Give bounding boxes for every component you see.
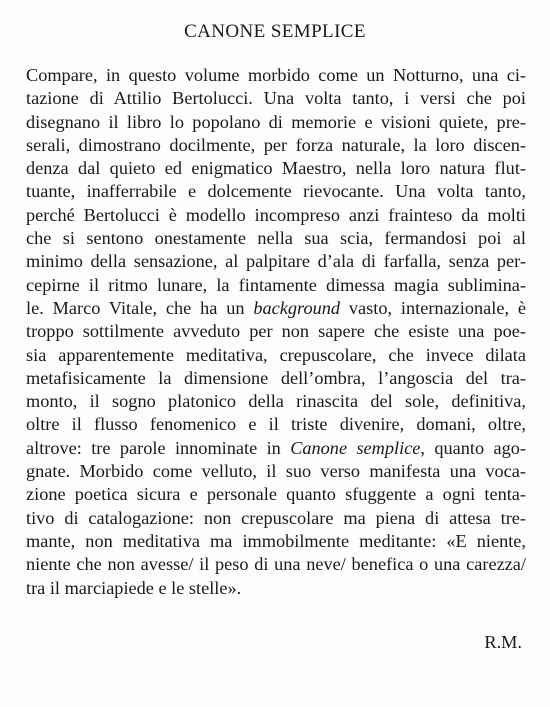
text-line: oltre il flusso fenomenico e il triste divenire, domani, oltre, [26,414,526,435]
italic-term: Canone semplice [290,437,421,458]
text-line: tazione di Attilio Bertolucci. Una volta tanto, i versi che poi [26,88,526,109]
page-title: CANONE SEMPLICE [184,21,366,42]
text-line: tuante, inafferrabile e dolcemente rievocante. Una volta tanto, [26,181,526,202]
text-line: mante, non meditativa ma immobilmente meditante: «E niente, [26,530,526,551]
italic-term: background [253,297,341,318]
text-line: perché Bertolucci è modello incompreso anzi frainteso da molti [26,204,526,225]
text-line: che si sentono onestamente nella sua scia, fermandosi poi al [26,228,526,249]
text-line [26,437,526,460]
text-line: gnate. Morbido come velluto, il suo verso manifesta una voca- [26,461,526,482]
text-line: minimo della sensazione, al palpitare d’ala di farfalla, senza per- [26,251,526,272]
text-line: troppo sottilmente avveduto per non sapere che esiste una poe- [26,321,526,342]
text-line: Compare, in questo volume morbido come un Notturno, una ci- [26,65,526,85]
text-segment: , quanto ago- [420,437,526,458]
text-segment: le. Marco Vitale, che ha un [26,297,254,318]
author-initials: R.M. [484,632,522,652]
text-line: zione poetica sicura e personale quanto sfuggente a ogni tenta- [26,484,526,505]
text-line: tivo di catalogazione: non crepuscolare ma piena di attesa tre- [26,507,526,528]
text-line: disegnano il libro lo popolano di memorie e visioni quiete, pre- [26,111,526,132]
text-line: niente che non avesse/ il peso di una neve/ benefica o una carezza/ [26,554,526,575]
text-segment: vasto, internazionale, è [340,297,526,318]
text-line: metafisicamente la dimensione dell’ombra, l’angoscia del tra- [26,367,526,388]
text-line [26,297,526,320]
text-line: tra il marciapiede e le stelle». [26,577,242,598]
text-line: sia apparentemente meditativa, crepuscolare, che invece dilata [26,344,526,365]
text-line: cepirne il ritmo lunare, la fintamente dimessa magia sublimina- [26,274,526,295]
text-line: serali, dimostrano docilmente, per forza naturale, la loro discen- [26,134,526,155]
text-line: monto, il sogno platonico della rinascita del sole, definitiva, [26,391,526,412]
text-line: denza dal quieto ed enigmatico Maestro, nella loro natura flut- [26,158,526,179]
text-segment: altrove: tre parole innominate in [26,437,291,458]
body-paragraph [26,64,526,600]
